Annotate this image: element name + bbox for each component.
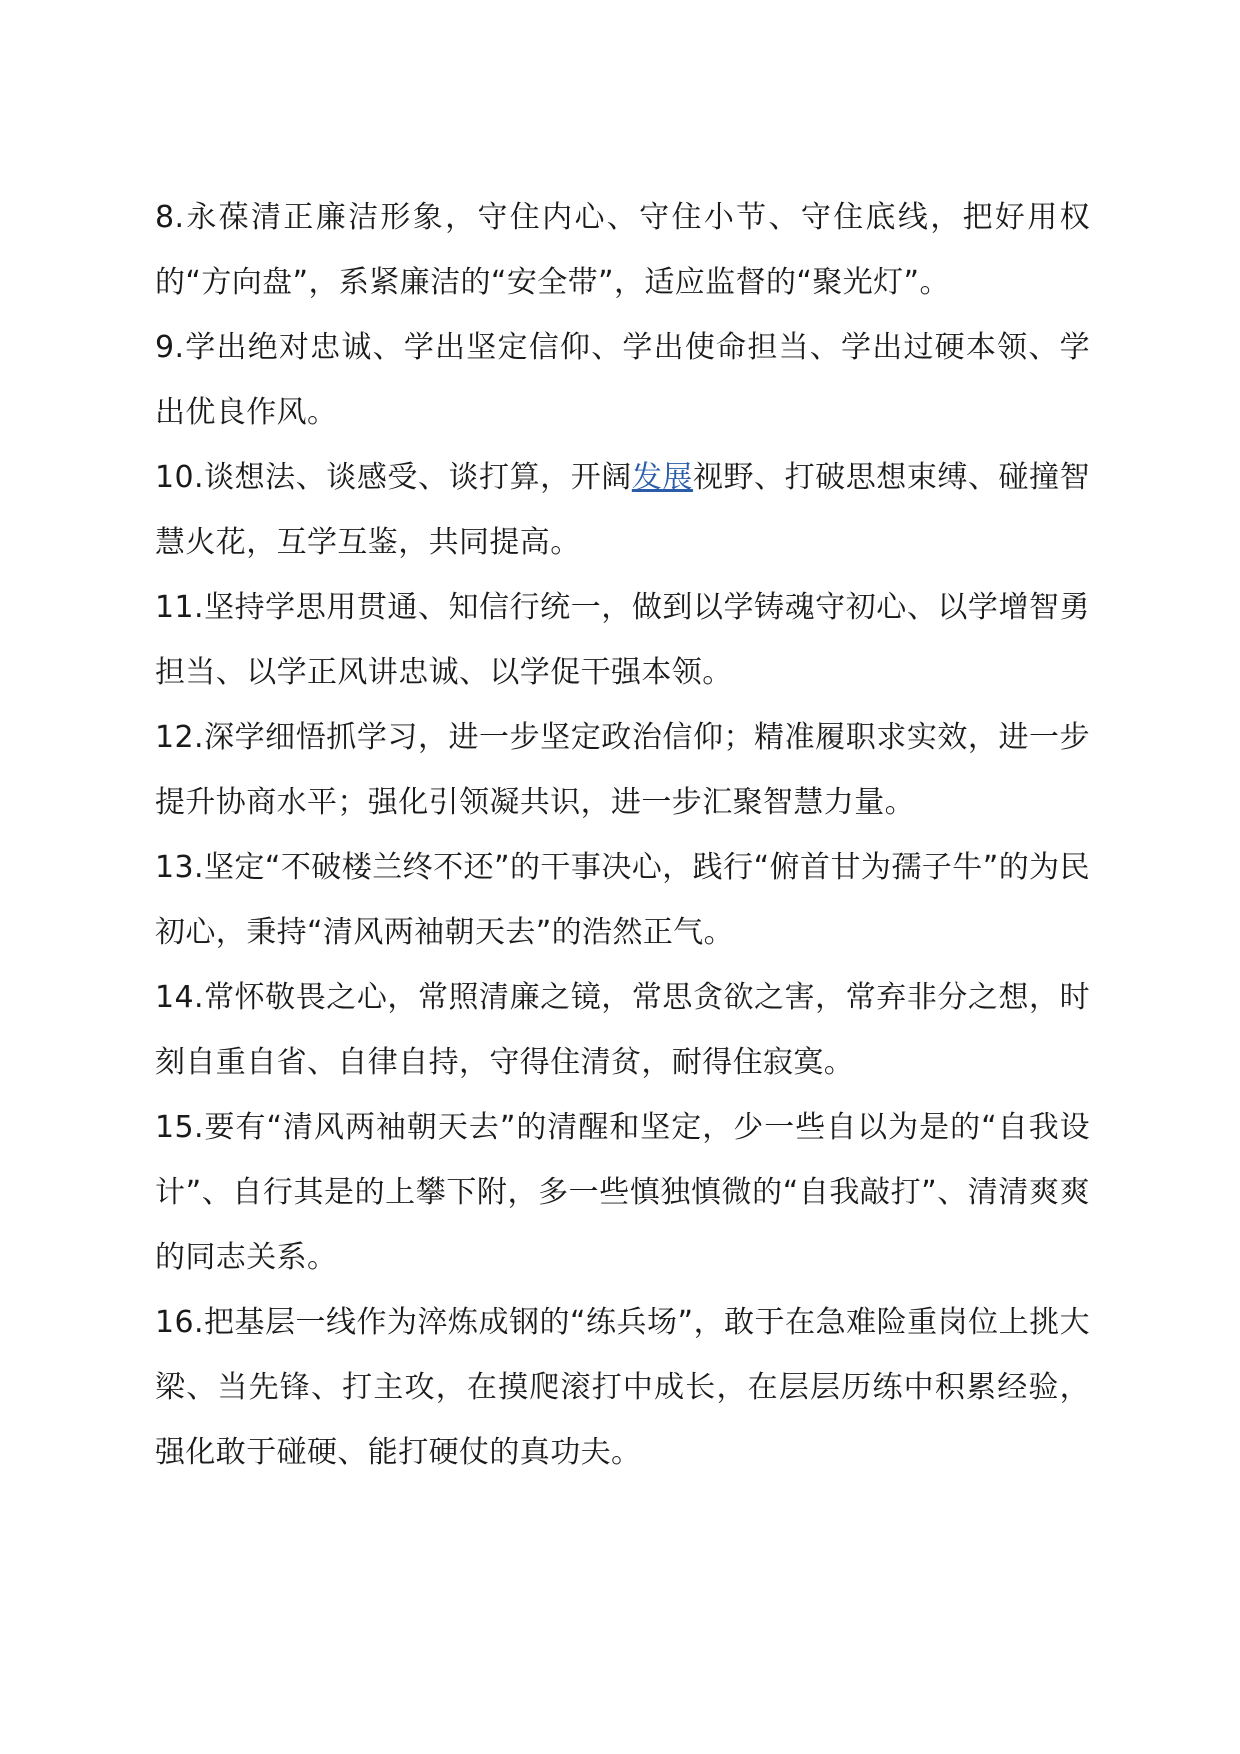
- paragraph-item-15: 15.要有“清风两袖朝天去”的清醒和坚定，少一些自以为是的“自我设计”、自行其是的上攀下附，多一些慎独慎微的“自我敲打”、清清爽爽的同志关系。: [155, 1110, 1090, 1275]
- paragraph-item-9: 9.学出绝对忠诚、学出坚定信仰、学出使命担当、学出过硬本领、学出优良作风。: [155, 330, 1090, 430]
- document-body: [155, 185, 1090, 1485]
- paragraph-item-10: [155, 445, 1090, 575]
- paragraph-10-text-before: 10.谈想法、谈感受、谈打算，开阔: [155, 460, 632, 495]
- paragraph-item-16: 16.把基层一线作为淬炼成钢的“练兵场”，敢于在急难险重岗位上挑大梁、当先锋、打主攻，在摸爬滚打中成长，在层层历练中积累经验，强化敢于碰硬、能打硬仗的真功夫。: [155, 1305, 1090, 1470]
- paragraph-item-14: 14.常怀敬畏之心，常照清廉之镜，常思贪欲之害，常弃非分之想，时刻自重自省、自律自持，守得住清贫，耐得住寂寞。: [155, 980, 1090, 1080]
- paragraph-item-11: 11.坚持学思用贯通、知信行统一，做到以学铸魂守初心、以学增智勇担当、以学正风讲忠诚、以学促干强本领。: [155, 590, 1090, 690]
- paragraph-item-12: 12.深学细悟抓学习，进一步坚定政治信仰；精准履职求实效，进一步提升协商水平；强化引领凝共识，进一步汇聚智慧力量。: [155, 720, 1090, 820]
- paragraph-10-text-after: 视野、打破思想束缚、碰撞智慧火花，互学互鉴，共同提高。: [155, 460, 1090, 560]
- development-link[interactable]: 发展: [631, 460, 693, 495]
- paragraph-item-13: 13.坚定“不破楼兰终不还”的干事决心，践行“俯首甘为孺子牛”的为民初心，秉持“清风两袖朝天去”的浩然正气。: [155, 850, 1090, 950]
- paragraph-item-8: 8.永葆清正廉洁形象，守住内心、守住小节、守住底线，把好用权的“方向盘”，系紧廉洁的“安全带”，适应监督的“聚光灯”。: [155, 200, 1090, 300]
